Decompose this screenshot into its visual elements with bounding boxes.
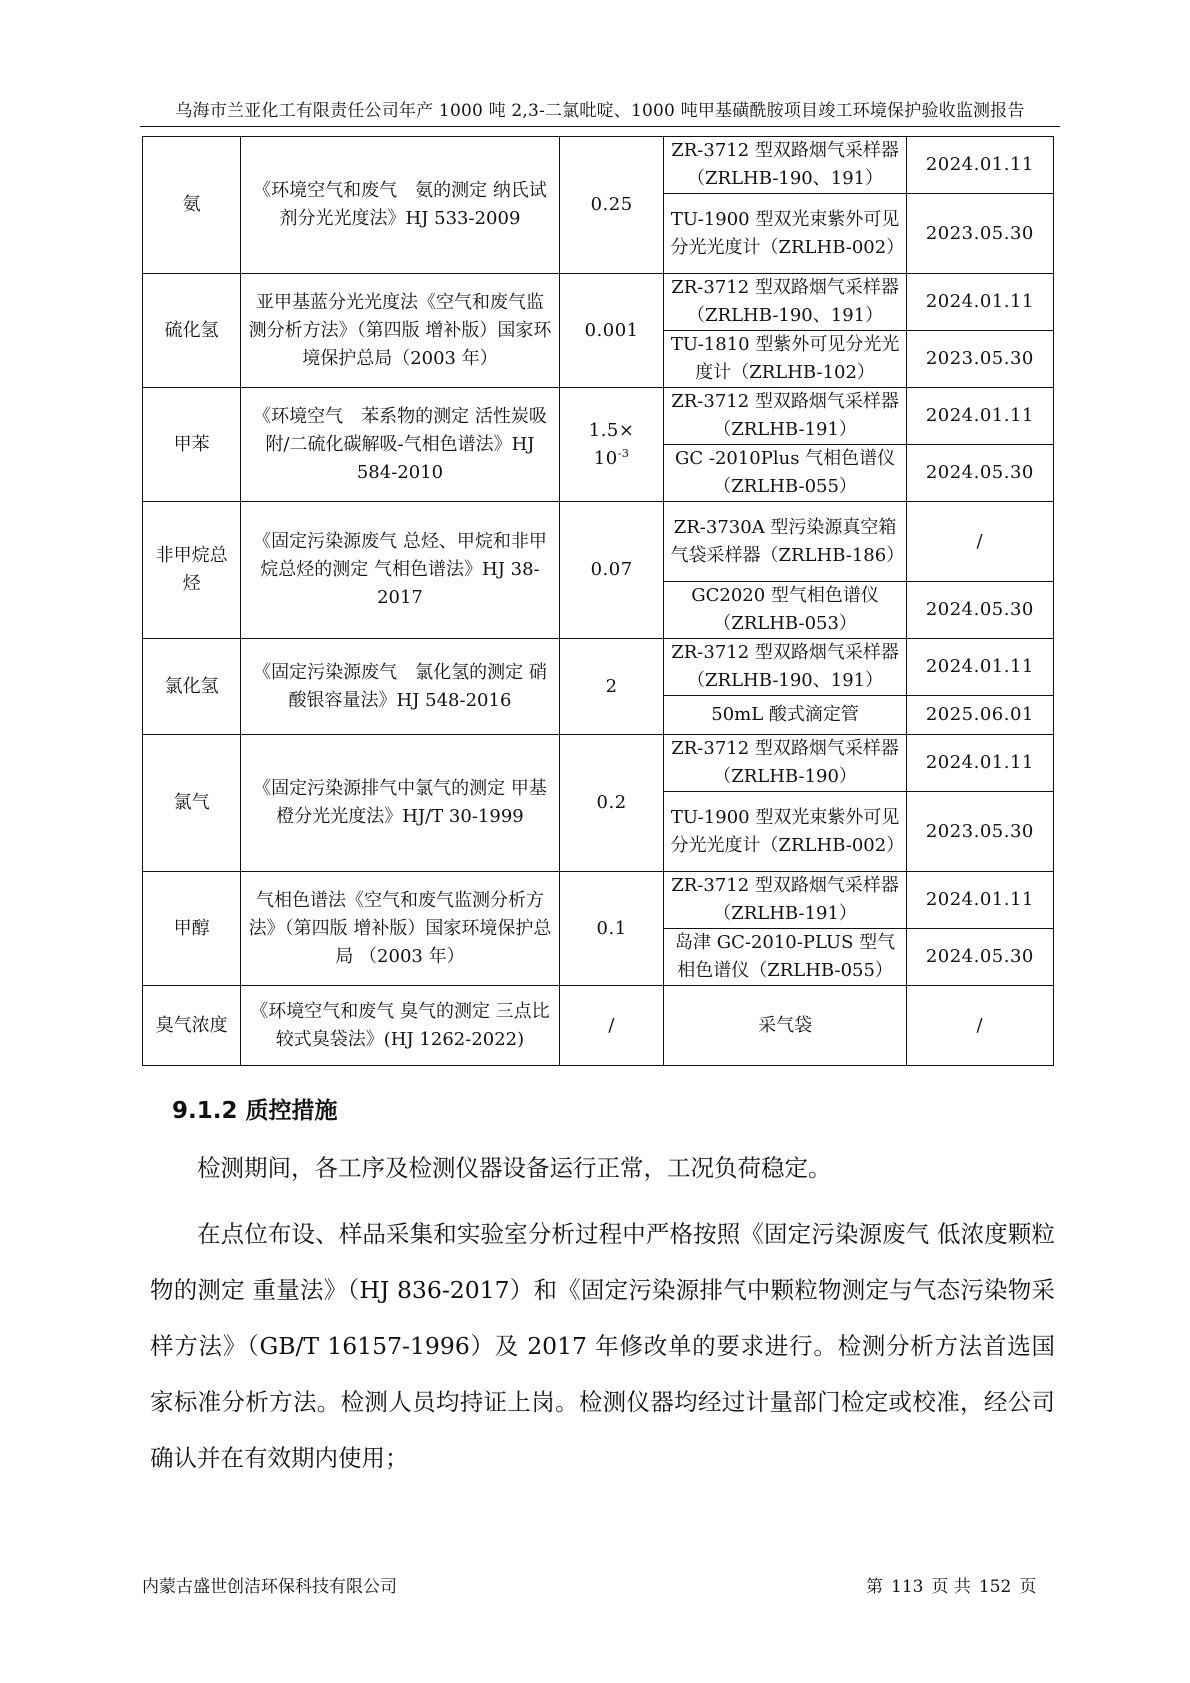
footer-company: 内蒙古盛世创洁环保科技有限公司 <box>142 1577 397 1597</box>
instrument-cell: ZR-3712 型双路烟气采样器（ZRLHB-190、191） <box>664 274 906 331</box>
item-cell: 臭气浓度 <box>143 986 241 1066</box>
limit-base: 1.5× <box>588 419 635 441</box>
date-cell: 2024.01.11 <box>906 274 1053 331</box>
instrument-cell: TU-1810 型紫外可见分光光度计（ZRLHB-102） <box>664 331 906 388</box>
item-cell: 氯气 <box>143 735 241 872</box>
method-cell: 《环境空气和废气 臭气的测定 三点比较式臭袋法》(HJ 1262-2022) <box>241 986 560 1066</box>
instrument-cell: TU-1900 型双光束紫外可见分光光度计（ZRLHB-002） <box>664 792 906 872</box>
item-cell: 硫化氢 <box>143 274 241 388</box>
page-mid: 页 共 <box>931 1577 971 1597</box>
paragraph-operating-status: 检测期间，各工序及检测仪器设备运行正常，工况负荷稳定。 <box>197 1154 832 1182</box>
section-heading: 9.1.2 质控措施 <box>172 1098 338 1124</box>
page-total: 152 <box>978 1577 1012 1597</box>
table-row <box>143 872 1054 929</box>
date-cell: 2024.05.30 <box>906 929 1053 986</box>
instrument-cell: TU-1900 型双光束紫外可见分光光度计（ZRLHB-002） <box>664 194 906 274</box>
method-cell: 亚甲基蓝分光光度法《空气和废气监测分析方法》（第四版 增补版）国家环境保护总局（2003 年） <box>241 274 560 388</box>
date-cell: 2024.05.30 <box>906 582 1053 639</box>
item-cell: 非甲烷总烃 <box>143 502 241 639</box>
method-cell: 《固定污染源废气 总烃、甲烷和非甲烷总烃的测定 气相色谱法》HJ 38-2017 <box>241 502 560 639</box>
date-cell: 2024.01.11 <box>906 639 1053 696</box>
method-cell: 气相色谱法《空气和废气监测分析方法》（第四版 增补版）国家环境保护总局 （2003 年） <box>241 872 560 986</box>
limit-cell: 0.001 <box>559 274 664 388</box>
page-header: 乌海市兰亚化工有限责任公司年产 1000 吨 2,3-二氯吡啶、1000 吨甲基磺酰胺项目竣工环境保护验收监测报告 <box>175 101 1025 121</box>
instrument-cell: 岛津 GC-2010-PLUS 型气相色谱仪（ZRLHB-055） <box>664 929 906 986</box>
item-cell: 氨 <box>143 137 241 274</box>
item-cell: 氯化氢 <box>143 639 241 735</box>
instrument-cell: 采气袋 <box>664 986 906 1066</box>
header-divider <box>140 126 1060 127</box>
limit-cell: 0.1 <box>559 872 664 986</box>
method-cell: 《环境空气和废气 氨的测定 纳氏试剂分光光度法》HJ 533-2009 <box>241 137 560 274</box>
limit-cell: / <box>559 986 664 1066</box>
date-cell: 2024.05.30 <box>906 445 1053 502</box>
limit-cell: 0.07 <box>559 502 664 639</box>
date-cell: 2023.05.30 <box>906 331 1053 388</box>
table-row <box>143 137 1054 194</box>
instrument-cell: ZR-3730A 型污染源真空箱气袋采样器（ZRLHB-186） <box>664 502 906 582</box>
instrument-cell: ZR-3712 型双路烟气采样器（ZRLHB-190） <box>664 735 906 792</box>
page-current: 113 <box>891 1577 924 1597</box>
date-cell: / <box>906 986 1053 1066</box>
method-cell: 《固定污染源废气 氯化氢的测定 硝酸银容量法》HJ 548-2016 <box>241 639 560 735</box>
limit-cell <box>559 388 664 502</box>
table-row <box>143 388 1054 445</box>
instrument-cell: GC -2010Plus 气相色谱仪（ZRLHB-055） <box>664 445 906 502</box>
date-cell: 2025.06.01 <box>906 696 1053 735</box>
limit-cell: 0.2 <box>559 735 664 872</box>
page-number <box>862 1572 1040 1597</box>
limit-cell: 2 <box>559 639 664 735</box>
table-row <box>143 735 1054 792</box>
limit-cell: 0.25 <box>559 137 664 274</box>
instrument-cell: ZR-3712 型双路烟气采样器（ZRLHB-190、191） <box>664 639 906 696</box>
limit-mantissa: 10 <box>593 447 618 469</box>
method-cell: 《固定污染源排气中氯气的测定 甲基橙分光光度法》HJ/T 30-1999 <box>241 735 560 872</box>
paragraph-qc-measures: 在点位布设、样品采集和实验室分析过程中严格按照《固定污染源废气 低浓度颗粒物的测定 重量法》（HJ 836-2017）和《固定污染源排气中颗粒物测定与气态污染物采样方法》（GB/T 16157-1996）及 2017 年修改单的要求进行。检测分析方法首选国家标准分析方法。检测人员均持证上岗。检测仪器均经过计量部门检定或校准，经公司确认并在有效期内使用； <box>150 1220 1055 1472</box>
table-row <box>143 639 1054 696</box>
page-prefix: 第 <box>866 1577 883 1597</box>
instrument-cell: ZR-3712 型双路烟气采样器（ZRLHB-191） <box>664 388 906 445</box>
instrument-cell: 50mL 酸式滴定管 <box>664 696 906 735</box>
table-row <box>143 502 1054 582</box>
date-cell: / <box>906 502 1053 582</box>
monitoring-methods-table <box>142 136 1054 1066</box>
date-cell: 2024.01.11 <box>906 872 1053 929</box>
item-cell: 甲醇 <box>143 872 241 986</box>
date-cell: 2024.01.11 <box>906 388 1053 445</box>
table-row <box>143 986 1054 1066</box>
limit-exponent: -3 <box>617 446 630 460</box>
instrument-cell: ZR-3712 型双路烟气采样器（ZRLHB-190、191） <box>664 137 906 194</box>
date-cell: 2024.01.11 <box>906 735 1053 792</box>
instrument-cell: GC2020 型气相色谱仪（ZRLHB-053） <box>664 582 906 639</box>
method-cell: 《环境空气 苯系物的测定 活性炭吸附/二硫化碳解吸-气相色谱法》HJ 584-2010 <box>241 388 560 502</box>
item-cell: 甲苯 <box>143 388 241 502</box>
instrument-cell: ZR-3712 型双路烟气采样器（ZRLHB-191） <box>664 872 906 929</box>
date-cell: 2023.05.30 <box>906 194 1053 274</box>
date-cell: 2023.05.30 <box>906 792 1053 872</box>
date-cell: 2024.01.11 <box>906 137 1053 194</box>
page-suffix: 页 <box>1019 1577 1037 1597</box>
table-row <box>143 274 1054 331</box>
